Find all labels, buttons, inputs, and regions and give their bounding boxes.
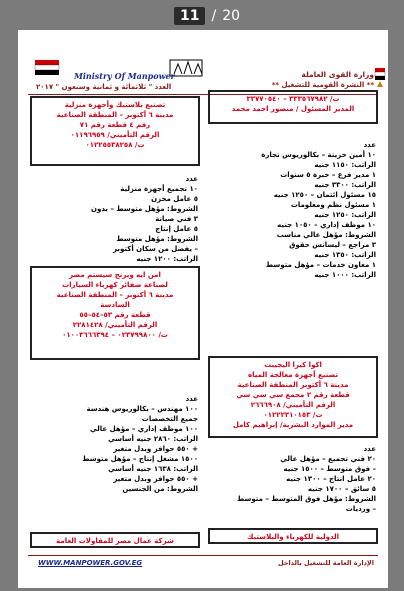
right-jobs-list-2	[208, 444, 376, 514]
left-jobs-list-2	[30, 394, 198, 494]
list-item: ٥ عامل مخزن	[151, 195, 198, 203]
list-item: الراتب: ٢٨٦٠ جنيه أساسي	[108, 435, 198, 443]
list-item: عدد	[363, 445, 376, 453]
bulletin-title: ** النشرة القومية للتشغيل **	[271, 81, 374, 89]
ministry-name-ar: وزارة القوى العاملة	[301, 70, 374, 79]
company-line: الرقم التأميني/ ٢٢٨١٤٢٨	[72, 321, 158, 329]
company-name: شركة عمال مصر للمقاولات العامة	[56, 537, 174, 545]
company-line: مدير الموارد البشرية/ إبراهيم كامل	[232, 421, 354, 429]
company-line: ت/ ٠١٢٢٥٥٣٨٢٥٨	[85, 141, 145, 149]
list-item: ٣ مراجع – ليسانس حقوق	[289, 241, 376, 249]
list-item: الشروط: من الجنسين	[122, 485, 198, 493]
list-item: ١٠ تجميع أجهزة منزلية	[120, 185, 198, 193]
list-item: ٥ عامل إنتاج	[155, 225, 198, 233]
ministry-name-en: Ministry Of Manpower	[74, 71, 175, 81]
list-item: الراتب: ١١٥٠ جنيه	[314, 161, 376, 169]
document-page	[18, 30, 388, 588]
list-item: الشروط: مؤهل متوسط	[116, 235, 198, 243]
list-item: ١ معاون خدمات – مؤهل متوسط	[265, 261, 376, 269]
list-item: الشروط: مؤهل متوسط – بدون	[91, 205, 198, 213]
company-box-plastic	[30, 96, 200, 166]
company-line: مدينة ٦ أكتوبر – المنطقة الصناعية	[56, 291, 174, 299]
contact-manager: المدير المسئول / منصور احمد محمد	[231, 105, 355, 113]
current-page-number[interactable]: 11	[174, 7, 205, 25]
list-item: ٢٠ عامل انتاج – ١٣٠٠ جنيه	[286, 475, 376, 483]
eagle-emblem-icon	[374, 66, 386, 88]
list-item: – يفضل من سكان أكتوبر	[113, 245, 198, 253]
list-item: ١٠٠ موظف إداري – مؤهل عالي	[90, 425, 198, 433]
company-line: مدينة ٦ أكتوبر المنطقة الصناعية	[237, 381, 349, 389]
list-item: عدد	[185, 395, 198, 403]
company-line: قطعة رقم ٢ مجمع سي سي سي	[236, 391, 350, 399]
company-line: الرقم التأميني/ ٠١١٩٦٩٥٩	[70, 131, 160, 139]
list-item: ١ مدير فرع – خبرة ٥ سنوات	[280, 171, 376, 179]
company-line: ت/ ٠٢٣٧٩٩٨٠٠ – ٠١٠٠٣٦٦٦٣٩٤	[62, 331, 168, 339]
page-indicator	[174, 5, 240, 27]
contact-box	[208, 90, 378, 124]
list-item: ٥ سائق – ١٧٠٠ جنيه	[307, 485, 376, 493]
list-item: + ٥٥٠ حوافز وبدل متغير	[113, 445, 198, 453]
list-item: ٢٠ فني تجميع – مؤهل عالي	[280, 455, 376, 463]
list-item: + ٥٥٠ حوافز وبدل متغير	[113, 475, 198, 483]
company-line: مدينة ٦ أكتوبر – المنطقة الصناعية	[56, 111, 174, 119]
viewer-toolbar	[0, 0, 404, 30]
list-item: الشروط: مؤهل عالي مناسب	[276, 231, 376, 239]
company-box-wiring	[30, 266, 200, 360]
company-line: السادسة	[100, 301, 130, 309]
footer-website-link[interactable]: WWW.MANPOWER.GOV.EG	[38, 559, 143, 567]
company-line: ت/ ٠١٢٢٢٣١٠١٥٣	[263, 411, 323, 419]
bottom-box-left	[30, 532, 200, 548]
company-line: لصناعة ضفائر كهرباء السيارات	[62, 281, 168, 289]
total-pages: 20	[222, 8, 241, 24]
footer-divider	[28, 555, 378, 556]
right-jobs-list-1	[208, 140, 376, 280]
list-item: – فوق متوسط – ١٥٠٠ جنيه	[283, 465, 376, 473]
list-item: عدد	[363, 141, 376, 149]
list-item: الراتب: ١٠٠٠ جنيه	[314, 271, 376, 279]
list-item: جميع التخصصات	[141, 415, 198, 423]
list-item: الشروط: مؤهل فوق المتوسط – متوسط	[237, 495, 376, 503]
company-box-aqua	[208, 356, 378, 438]
page-header	[18, 30, 388, 91]
list-item: ١ مسئول نظم ومعلومات	[290, 201, 376, 209]
list-item: عدد	[185, 175, 198, 183]
list-item: الراتب: ١٢٥٠ جنيه	[314, 211, 376, 219]
company-name: الدولية للكهرباء والبلاستيك	[246, 533, 340, 541]
left-jobs-list-1	[30, 174, 198, 264]
company-line: امن ايه ويرنج سيستم مصر	[69, 271, 161, 279]
company-line: الرقم التأميني/ ٢٦٦٦٩٠٨	[250, 401, 336, 409]
flag-logo-icon	[34, 58, 60, 78]
list-item: ١٠٠ مهندس – بكالوريوس هندسة	[86, 405, 198, 413]
bottom-box-right	[208, 528, 378, 544]
issue-number: العدد " ثلاثمائة و ثمانية وسبعون " ٢٠١٧	[36, 83, 172, 91]
list-item: ١٠ أمين خزينة – بكالوريوس تجارة	[261, 151, 376, 159]
footer-department: الإدارة العامة للتشغيل بالداخل	[277, 559, 374, 567]
contact-phone: ت/ ٣٣٣٥٦٧٩٨٢ – ٣٣٧٧٠٥٤٠	[246, 95, 340, 103]
list-item: الراتب: ١٣٥٠ جنيه	[314, 251, 376, 259]
list-item: الراتب: ٣٣٠٠ جنيه	[314, 181, 376, 189]
company-line: اكوا كيرا اليجيبت	[264, 361, 322, 369]
company-line: تصنيع بلاستيك وأجهزة منزلية	[64, 101, 166, 109]
list-item: – ورديات	[345, 505, 376, 513]
list-item: ١٥ مسئول ائتمان – ١٢٥٠ جنيه	[273, 191, 376, 199]
page-separator: /	[211, 8, 217, 24]
list-item: الراتب: ١٦٣٨ جنيه أساسي	[108, 465, 198, 473]
company-line: رقم ٤ قطعة رقم ٧١	[79, 121, 151, 129]
list-item: الراتب: ١٢٠٠ جنيه	[136, 255, 198, 263]
list-item: ١٠ موظف إداري – ١٠٥٠ جنيه	[277, 221, 376, 229]
company-line: تصنيع أجهزة معالجة المياه	[247, 371, 339, 379]
company-line: قطعة رقم ٥٣–٥٤–٥٥	[79, 311, 151, 319]
list-item: ٣ فني صيانة	[155, 215, 198, 223]
list-item: ١٥٠٠ مشغل إنتاج – مؤهل متوسط	[82, 455, 198, 463]
